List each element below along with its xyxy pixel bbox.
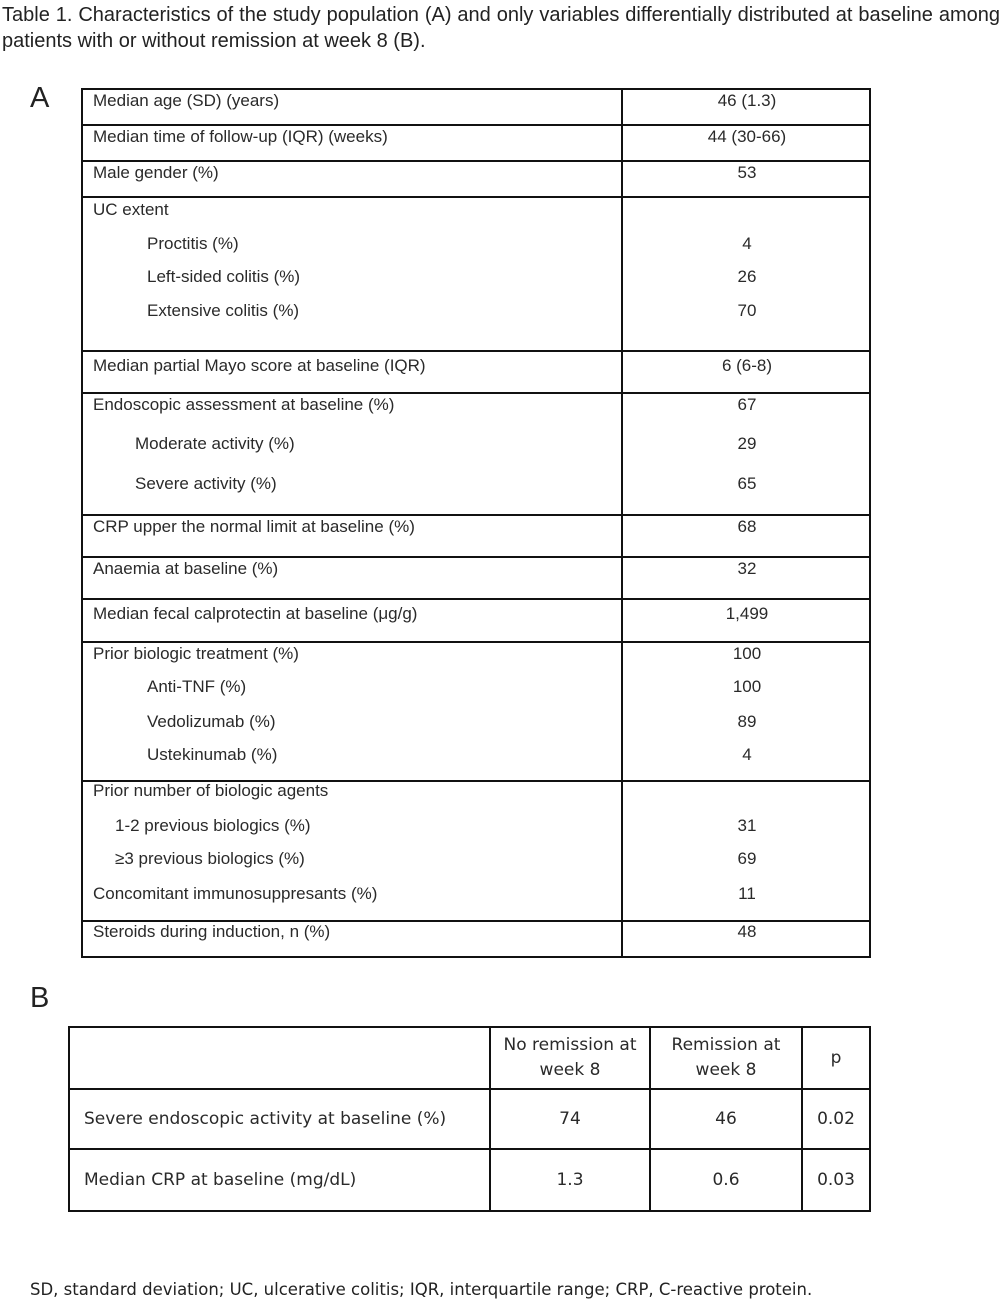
table-b-header-cell: p (802, 1027, 870, 1089)
table-b-value-cell: 74 (490, 1089, 650, 1149)
variable-cell (82, 351, 622, 393)
variable-label: Median age (SD) (years) (93, 91, 280, 110)
table-b-value-cell: 46 (650, 1089, 802, 1149)
variable-cell (82, 599, 622, 642)
value-cell (622, 125, 870, 161)
variable-label: Steroids during induction, n (%) (93, 922, 331, 941)
variable-label: Vedolizumab (%) (147, 712, 276, 731)
variable-value: 11 (738, 884, 756, 903)
variable-label: Prior biologic treatment (%) (93, 644, 299, 663)
variable-cell (82, 125, 622, 161)
value-cell (622, 642, 870, 781)
variable-label: Prior number of biologic agents (93, 781, 329, 800)
table-b-header-cell: No remission at week 8 (490, 1027, 650, 1089)
variable-label: Median fecal calprotectin at baseline (μg/g) (93, 604, 418, 623)
value-cell (622, 351, 870, 393)
variable-cell (82, 515, 622, 557)
variable-value: 4 (742, 745, 752, 764)
table-row (82, 393, 870, 515)
table-b-variable-cell: Severe endoscopic activity at baseline (%) (69, 1089, 490, 1149)
table-row (82, 515, 870, 557)
variable-value: 32 (737, 559, 757, 578)
table-b-header-cell: Remission at week 8 (650, 1027, 802, 1089)
table-row (82, 89, 870, 125)
variable-cell (82, 89, 622, 125)
table-row (82, 921, 870, 957)
value-cell (622, 781, 870, 921)
variable-value: 6 (6-8) (721, 356, 773, 375)
variable-value: 100 (732, 644, 762, 663)
variable-value: 100 (732, 677, 762, 696)
variable-cell (82, 393, 622, 515)
variable-value: 31 (737, 816, 757, 835)
variable-label: Left-sided colitis (%) (147, 267, 301, 286)
table-b-variable-cell: Median CRP at baseline (mg/dL) (69, 1149, 490, 1211)
variable-label: Concomitant immunosuppresants (%) (93, 884, 378, 903)
variable-value: 1,499 (725, 604, 769, 623)
variable-label: Anaemia at baseline (%) (93, 559, 279, 578)
table-b-value-cell: 0.6 (650, 1149, 802, 1211)
variable-label: ≥3 previous biologics (%) (115, 849, 305, 868)
value-cell (622, 161, 870, 197)
variable-value: 69 (737, 849, 757, 868)
table-row (82, 197, 870, 351)
section-b-label: B (30, 982, 50, 1014)
value-cell (622, 197, 870, 351)
characteristics-table (81, 88, 871, 958)
variable-value: 67 (737, 395, 757, 414)
variable-label: Ustekinumab (%) (147, 745, 278, 764)
value-cell (622, 921, 870, 957)
variable-label: Endoscopic assessment at baseline (%) (93, 395, 395, 414)
table-row (82, 351, 870, 393)
variable-label: UC extent (93, 200, 169, 219)
variable-label: 1-2 previous biologics (%) (115, 816, 311, 835)
variable-value: 4 (742, 234, 752, 253)
table-row (82, 599, 870, 642)
table-b-header-cell (69, 1027, 490, 1089)
table-row (69, 1149, 870, 1211)
table-caption: Table 1. Characteristics of the study population (A) and only variables differentially distributed at baseline among patients with or without remission at week 8 (B). (2, 4, 1000, 52)
variable-cell (82, 642, 622, 781)
table-footnote: SD, standard deviation; UC, ulcerative colitis; IQR, interquartile range; CRP, C-reactive protein. (30, 1280, 813, 1299)
value-cell (622, 599, 870, 642)
variable-cell (82, 197, 622, 351)
table-row (82, 161, 870, 197)
variable-value: 44 (30-66) (707, 127, 787, 146)
table-b-p-cell: 0.02 (802, 1089, 870, 1149)
variable-value: 48 (737, 922, 757, 941)
table-row (69, 1089, 870, 1149)
table-b-value-cell: 1.3 (490, 1149, 650, 1211)
variable-value: 89 (737, 712, 757, 731)
value-cell (622, 557, 870, 599)
table-b-p-cell: 0.03 (802, 1149, 870, 1211)
variable-value: 68 (737, 517, 757, 536)
table-row (82, 125, 870, 161)
variable-value: 26 (737, 267, 757, 286)
variable-label: Moderate activity (%) (135, 434, 295, 453)
variable-label: CRP upper the normal limit at baseline (%) (93, 517, 415, 536)
variable-cell (82, 781, 622, 921)
value-cell (622, 89, 870, 125)
variable-label: Proctitis (%) (147, 234, 239, 253)
variable-value: 46 (1.3) (717, 91, 777, 110)
variable-value: 65 (737, 474, 757, 493)
variable-cell (82, 161, 622, 197)
table-row (82, 642, 870, 781)
variable-label: Median partial Mayo score at baseline (IQR) (93, 356, 426, 375)
variable-value: 70 (737, 301, 757, 320)
table-row (82, 557, 870, 599)
variable-cell (82, 921, 622, 957)
variable-value: 53 (737, 163, 757, 182)
remission-comparison-table (68, 1026, 871, 1212)
variable-label: Severe activity (%) (135, 474, 277, 493)
variable-label: Male gender (%) (93, 163, 219, 182)
variable-label: Anti-TNF (%) (147, 677, 247, 696)
variable-label: Extensive colitis (%) (147, 301, 300, 320)
section-a-label: A (30, 82, 50, 114)
table-row (82, 781, 870, 921)
variable-value: 29 (737, 434, 757, 453)
value-cell (622, 393, 870, 515)
value-cell (622, 515, 870, 557)
table-b-header-row (69, 1027, 870, 1089)
variable-cell (82, 557, 622, 599)
variable-label: Median time of follow-up (IQR) (weeks) (93, 127, 388, 146)
